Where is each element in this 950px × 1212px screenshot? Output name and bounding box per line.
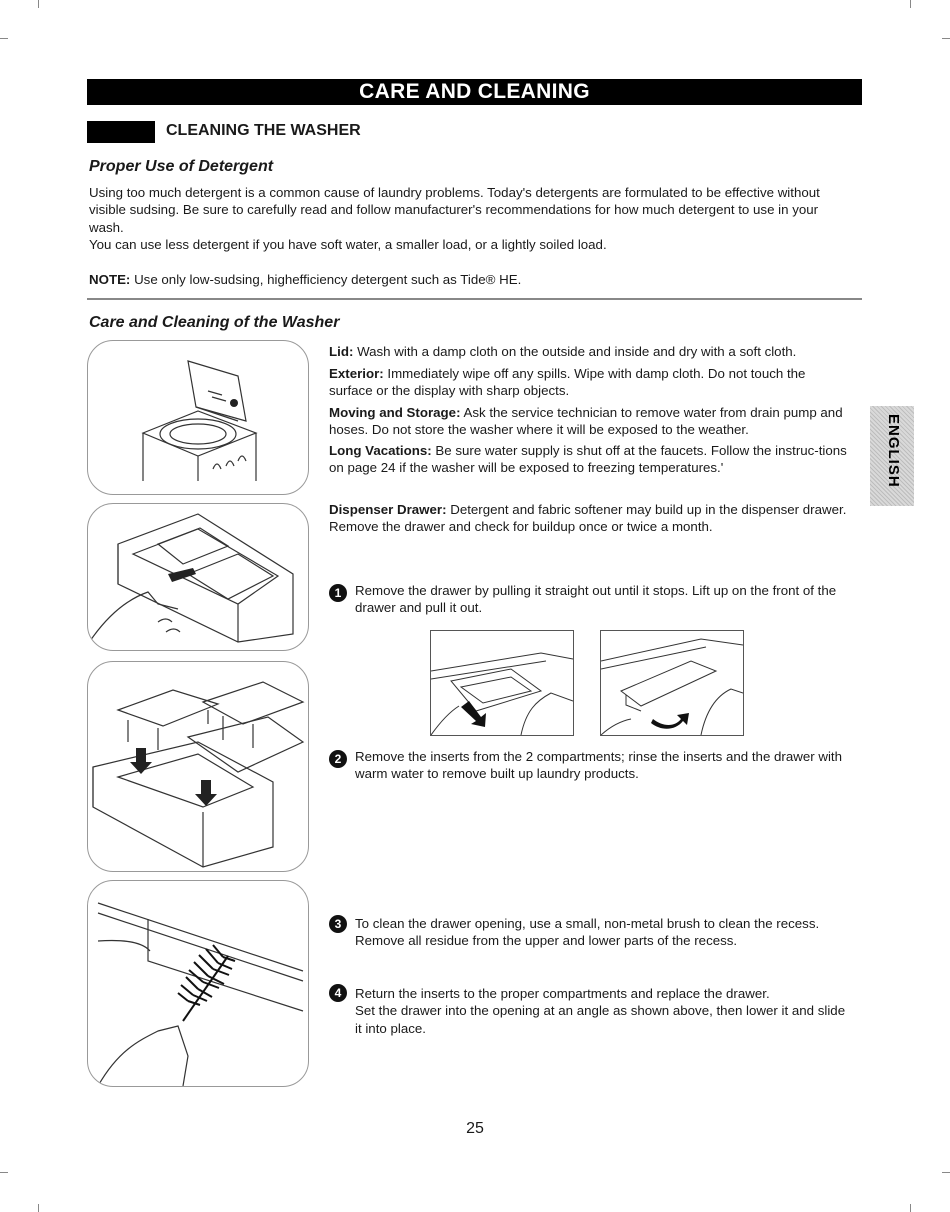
step-number: 2 [329, 750, 347, 768]
care-item-text: Immediately wipe off any spills. Wipe with damp cloth. Do not touch the surface or the display with sharp objects. [329, 366, 806, 399]
page-number: 25 [466, 1120, 484, 1137]
page-header: CARE AND CLEANING [87, 79, 862, 105]
crop-mark [910, 1204, 911, 1212]
step-number: 1 [329, 584, 347, 602]
detergent-paragraph: Using too much detergent is a common cause of laundry problems. Today's detergents are formulated to be effective without visible sudsing. Be sure to carefully read and follow manufacturer's recommendations for how much detergent to use in your wash. [89, 185, 820, 235]
care-item-text: Be sure water supply is shut off at the faucets. Follow the instruc-tions on page 24 if the washer will be exposed to freezing temperatures.' [329, 443, 847, 476]
drawer-pull-photo [430, 630, 574, 736]
drawer-lift-drawing [601, 631, 743, 735]
care-item-label: Lid: [329, 344, 354, 359]
drawer-pull-drawing [431, 631, 573, 735]
care-item-text: Wash with a damp cloth on the outside and inside and dry with a soft cloth. [353, 344, 797, 359]
crop-mark [38, 0, 39, 8]
inserts-illustration [87, 661, 309, 872]
brush-illustration [87, 880, 309, 1087]
dispenser-drawer-text [329, 501, 849, 536]
step-number: 3 [329, 915, 347, 933]
care-item-lid [329, 343, 849, 360]
step-text: To clean the drawer opening, use a small, non-metal brush to clean the recess. Remove all residue from the upper and lower parts of the recess. [355, 916, 820, 949]
crop-mark [910, 0, 911, 8]
care-heading: Care and Cleaning of the Washer [89, 314, 340, 331]
step-line: Return the inserts to the proper compartments and replace the drawer. [355, 986, 770, 1001]
language-tab [870, 406, 914, 506]
dispenser-drawing [88, 504, 308, 650]
crop-mark [942, 1172, 950, 1173]
section-title: CLEANING THE WASHER [166, 122, 361, 139]
dispenser-label: Dispenser Drawer: [329, 502, 447, 517]
drawer-lift-photo [600, 630, 744, 736]
crop-mark [0, 1172, 8, 1173]
note-text: Use only low-sudsing, highefficiency detergent such as Tide® HE. [130, 272, 522, 287]
step-text: Remove the inserts from the 2 compartments; rinse the inserts and the drawer with warm water to remove built up laundry products. [355, 749, 843, 782]
language-tab-text: ENGLISH [885, 414, 902, 488]
dispenser-text: Detergent and fabric softener may build up in the dispenser drawer. Remove the drawer and check for buildup once or twice a month. [329, 502, 847, 535]
detergent-paragraph-2: You can use less detergent if you have soft water, a smaller load, or a lightly soiled load. [89, 237, 607, 252]
step-text [355, 985, 850, 1037]
dispenser-illustration [87, 503, 309, 651]
washer-illustration [87, 340, 309, 495]
brush-drawing [88, 881, 308, 1086]
care-item-label: Exterior: [329, 366, 384, 381]
section-marker [87, 121, 155, 143]
inserts-drawing [88, 662, 308, 871]
step-line: Set the drawer into the opening at an angle as shown above, then lower it and slide it into place. [355, 1003, 846, 1036]
care-item-exterior [329, 365, 849, 400]
washer-drawing [88, 341, 308, 494]
divider [87, 298, 862, 300]
care-item-vacations [329, 442, 849, 477]
care-item-text: Ask the service technician to remove water from drain pump and hoses. Do not store the washer where it will be exposed to the weather. [329, 405, 843, 438]
care-item-moving [329, 404, 849, 439]
crop-mark [38, 1204, 39, 1212]
crop-mark [0, 38, 8, 39]
step-text: Remove the drawer by pulling it straight out until it stops. Lift up on the front of the drawer and pull it out. [355, 583, 837, 616]
step-number: 4 [329, 984, 347, 1002]
care-item-label: Long Vacations: [329, 443, 432, 458]
crop-mark [942, 38, 950, 39]
note [89, 271, 849, 288]
note-label: NOTE: [89, 272, 131, 287]
detergent-heading: Proper Use of Detergent [89, 158, 274, 175]
care-item-label: Moving and Storage: [329, 405, 461, 420]
